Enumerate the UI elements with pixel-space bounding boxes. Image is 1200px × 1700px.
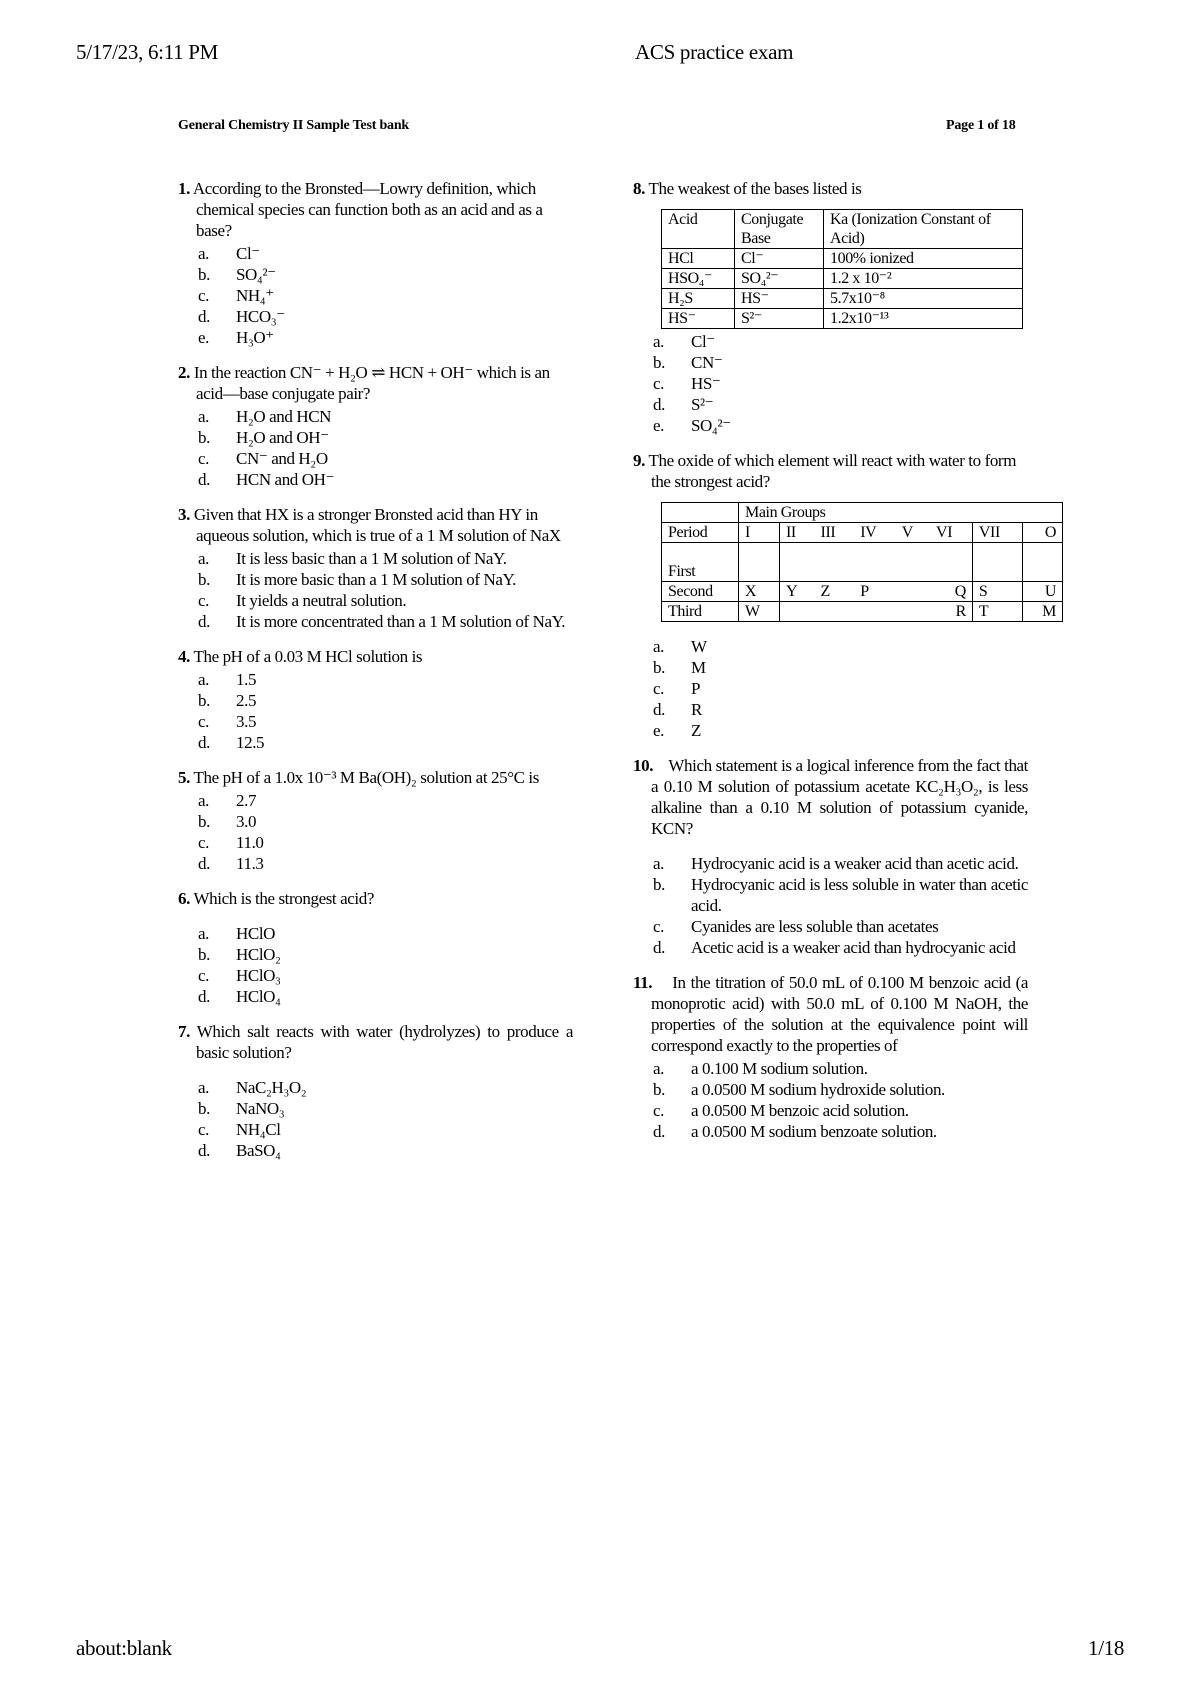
question-number: 9. [633, 451, 645, 470]
table-row: H₂S HS⁻ 5.7x10⁻⁸ [662, 289, 1023, 309]
option: c. NH₄⁺ [198, 286, 274, 305]
question-text: In the titration of 50.0 mL of 0.100 M benzoic acid (a monoprotic acid) with 50.0 mL of 0.100 M NaOH, the properties of the solution at the equivalence point will correspond exactly to the properties of [651, 973, 1028, 1055]
option: a. W [653, 637, 707, 656]
question-number: 7. [178, 1022, 190, 1041]
option: b. M [653, 658, 706, 677]
question-8 [633, 178, 1028, 436]
question-number: 5. [178, 768, 190, 787]
option: c. Cyanides are less soluble than acetates [653, 917, 939, 936]
question-number: 8. [633, 179, 645, 198]
question-number: 4. [178, 647, 190, 666]
right-column [633, 178, 1056, 1156]
option: e. Z [653, 721, 701, 740]
option: d. HCO₃⁻ [198, 307, 285, 326]
question-number: 11. [633, 973, 653, 992]
question-text: Which salt reacts with water (hydrolyzes) to produce a basic solution? [196, 1022, 573, 1062]
option: b. CN⁻ [653, 353, 723, 372]
question-7 [178, 1021, 573, 1161]
question-text: In the reaction CN⁻ + H₂O ⇌ HCN + OH⁻ which is an acid—base conjugate pair? [193, 363, 550, 403]
option: d. BaSO₄ [198, 1141, 281, 1160]
option: d. a 0.0500 M sodium benzoate solution. [653, 1122, 937, 1141]
question-text: The pH of a 1.0x 10⁻³ M Ba(OH)₂ solution at 25°C is [193, 768, 539, 787]
question-6 [178, 888, 573, 1007]
question-5 [178, 767, 573, 874]
question-number: 1. [178, 179, 190, 198]
option: a. 2.7 [198, 791, 257, 810]
option: b. SO₄²⁻ [198, 265, 276, 284]
question-number: 10. [633, 756, 654, 775]
option: c. NH₄Cl [198, 1120, 281, 1139]
option: d. HClO₄ [198, 987, 281, 1006]
doc-header-page: Page 1 of 18 [946, 118, 1016, 133]
print-url: about:blank [76, 1636, 172, 1660]
option: b. NaNO₃ [198, 1099, 285, 1118]
question-number: 3. [178, 505, 190, 524]
option: d. It is more concentrated than a 1 M solution of NaY. [198, 612, 566, 631]
option: d. S²⁻ [653, 395, 714, 414]
option: b. 3.0 [198, 812, 257, 831]
option: b. 2.5 [198, 691, 257, 710]
option: d. 11.3 [198, 854, 264, 873]
option: c. It yields a neutral solution. [198, 591, 407, 610]
option: a. It is less basic than a 1 M solution of NaY. [198, 549, 507, 568]
ka-table [661, 209, 1023, 329]
left-column [178, 178, 573, 1175]
option: c. 11.0 [198, 833, 264, 852]
doc-header-title: General Chemistry II Sample Test bank [178, 118, 410, 133]
print-timestamp: 5/17/23, 6:11 PM [76, 40, 219, 64]
option: d. Acetic acid is a weaker acid than hydrocyanic acid [653, 938, 1016, 957]
question-text: Which statement is a logical inference from the fact that a 0.10 M solution of potassium acetate KC₂H₃O₂, is less alkaline than a 0.10 M solution of potassium cyanide, KCN? [651, 756, 1029, 838]
periodic-table [661, 502, 1063, 622]
option: d. R [653, 700, 702, 719]
question-number: 6. [178, 889, 190, 908]
question-text: Given that HX is a stronger Bronsted acid than HY in aqueous solution, which is true of a 1 M solution of NaX [193, 505, 561, 545]
option: a. HClO [198, 924, 276, 943]
option: b. H₂O and OH⁻ [198, 428, 329, 447]
table-row: HCl Cl⁻ 100% ionized [662, 249, 1023, 269]
option: a. H₂O and HCN [198, 407, 332, 426]
question-11 [633, 972, 1028, 1142]
question-text: According to the Bronsted—Lowry definition, which chemical species can function both as an acid and as a base? [192, 179, 543, 240]
question-3 [178, 504, 573, 632]
option: b. Hydrocyanic acid is less soluble in water than acetic acid. [653, 875, 1028, 915]
option: a. Cl⁻ [653, 332, 715, 351]
option: a. Hydrocyanic acid is a weaker acid than acetic acid. [653, 854, 1019, 873]
question-text: The weakest of the bases listed is [648, 179, 862, 198]
table-header-row: Period I II III IV V VI VII O [662, 523, 1063, 543]
table-header-row: Main Groups [662, 503, 1063, 523]
question-text: Which is the strongest acid? [193, 889, 374, 908]
option: e. H₃O⁺ [198, 328, 274, 347]
question-number: 2. [178, 363, 190, 382]
table-header-row: Acid Conjugate Base Ka (Ionization Constant of Acid) [662, 210, 1023, 249]
option: b. HClO₂ [198, 945, 281, 964]
option: a. 1.5 [198, 670, 257, 689]
question-text: The pH of a 0.03 M HCl solution is [193, 647, 423, 666]
option: e. SO₄²⁻ [653, 416, 731, 435]
table-row: HSO₄⁻ SO₄²⁻ 1.2 x 10⁻² [662, 269, 1023, 289]
option: d. HCN and OH⁻ [198, 470, 335, 489]
option: a. Cl⁻ [198, 244, 260, 263]
table-row: HS⁻ S²⁻ 1.2x10⁻¹³ [662, 309, 1023, 329]
table-row: Third W R T M [662, 602, 1063, 622]
print-page-count: 1/18 [1088, 1636, 1125, 1660]
question-1 [178, 178, 573, 348]
option: a. a 0.100 M sodium solution. [653, 1059, 868, 1078]
option: c. HClO₃ [198, 966, 281, 985]
table-row: First [662, 543, 1063, 582]
option: b. It is more basic than a 1 M solution of NaY. [198, 570, 517, 589]
table-row: Second X Y Z P Q S U [662, 582, 1063, 602]
print-page-title: ACS practice exam [635, 40, 794, 64]
question-10 [633, 755, 1028, 958]
option: c. 3.5 [198, 712, 257, 731]
question-4 [178, 646, 573, 753]
option: a. NaC₂H₃O₂ [198, 1078, 307, 1097]
option: d. 12.5 [198, 733, 265, 752]
option: c. P [653, 679, 701, 698]
question-9 [633, 450, 1056, 741]
question-2 [178, 362, 573, 490]
option: c. HS⁻ [653, 374, 721, 393]
option: b. a 0.0500 M sodium hydroxide solution. [653, 1080, 945, 1099]
option: c. a 0.0500 M benzoic acid solution. [653, 1101, 909, 1120]
question-text: The oxide of which element will react with water to form the strongest acid? [648, 451, 1017, 491]
option: c. CN⁻ and H₂O [198, 449, 328, 468]
